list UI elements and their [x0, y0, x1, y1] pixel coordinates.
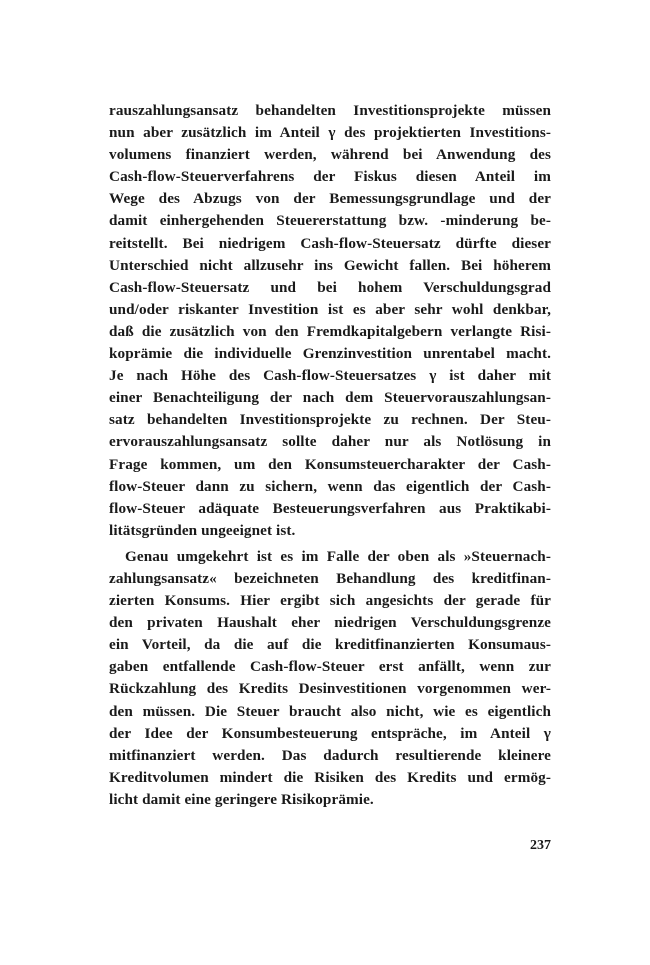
text-line: Frage kommen, um den Konsumsteuercharakter der Cash-: [109, 455, 551, 473]
text-line: satz behandelten Investitionsprojekte zu rechnen. Der Steu-: [109, 411, 551, 429]
text-line: Rückzahlung des Kredits Desinvestitionen vorgenommen wer-: [109, 680, 551, 698]
text-line: gaben entfallende Cash-flow-Steuer erst anfällt, wenn zur: [109, 658, 551, 676]
text-line: mitfinanziert werden. Das dadurch resultierende kleinere: [109, 746, 551, 764]
paragraph: [109, 546, 551, 811]
text-line: Wege des Abzugs von der Bemessungsgrundlage und der: [109, 190, 551, 208]
text-line: Cash-flow-Steuerverfahrens der Fiskus diesen Anteil im: [109, 168, 551, 186]
body-text: [109, 100, 551, 811]
text-line: ein Vorteil, da die auf die kreditfinanzierten Konsumaus-: [109, 636, 551, 654]
text-line: daß die zusätzlich von den Fremdkapitalgebern verlangte Risi-: [109, 322, 551, 340]
text-line: flow-Steuer adäquate Besteuerungsverfahren aus Praktikabi-: [109, 499, 551, 517]
text-line: nun aber zusätzlich im Anteil γ des projektierten Investitions-: [109, 124, 551, 142]
text-line: den privaten Haushalt eher niedrigen Verschuldungsgrenze: [109, 614, 551, 632]
text-line: ervorauszahlungsansatz sollte daher nur als Notlösung in: [109, 433, 551, 451]
paragraph: [109, 100, 551, 542]
text-line: und/oder riskanter Investition ist es aber sehr wohl denkbar,: [109, 300, 551, 318]
text-line: zierten Konsums. Hier ergibt sich angesichts der gerade für: [109, 592, 551, 610]
text-line: Unterschied nicht allzusehr ins Gewicht fallen. Bei höherem: [109, 256, 551, 274]
text-line: volumens finanziert werden, während bei Anwendung des: [109, 146, 551, 164]
text-line: einer Benachteiligung der nach dem Steuervorauszahlungsan-: [109, 389, 551, 407]
text-line: koprämie die individuelle Grenzinvestition unrentabel macht.: [109, 345, 551, 363]
text-line: licht damit eine geringere Risikoprämie.: [109, 790, 374, 808]
text-line: damit einhergehenden Steuererstattung bzw. -minderung be-: [109, 212, 551, 230]
text-line: Je nach Höhe des Cash-flow-Steuersatzes γ ist daher mit: [109, 367, 551, 385]
text-line: Kreditvolumen mindert die Risiken des Kredits und ermög-: [109, 768, 551, 786]
text-line: reitstellt. Bei niedrigem Cash-flow-Steuersatz dürfte dieser: [109, 234, 551, 252]
text-line: litätsgründen ungeeignet ist.: [109, 521, 296, 539]
text-line: zahlungsansatz« bezeichneten Behandlung des kreditfinan-: [109, 569, 551, 587]
text-line: der Idee der Konsumbesteuerung entspräche, im Anteil γ: [109, 724, 551, 742]
text-line: flow-Steuer dann zu sichern, wenn das eigentlich der Cash-: [109, 477, 551, 495]
text-line: rauszahlungsansatz behandelten Investitionsprojekte müssen: [109, 102, 551, 119]
text-line: Genau umgekehrt ist es im Falle der oben als »Steuernach-: [125, 547, 551, 565]
text-line: Cash-flow-Steuersatz und bei hohem Verschuldungsgrad: [109, 278, 551, 296]
text-line: den müssen. Die Steuer braucht also nicht, wie es eigentlich: [109, 702, 551, 720]
page-number: 237: [530, 838, 551, 853]
